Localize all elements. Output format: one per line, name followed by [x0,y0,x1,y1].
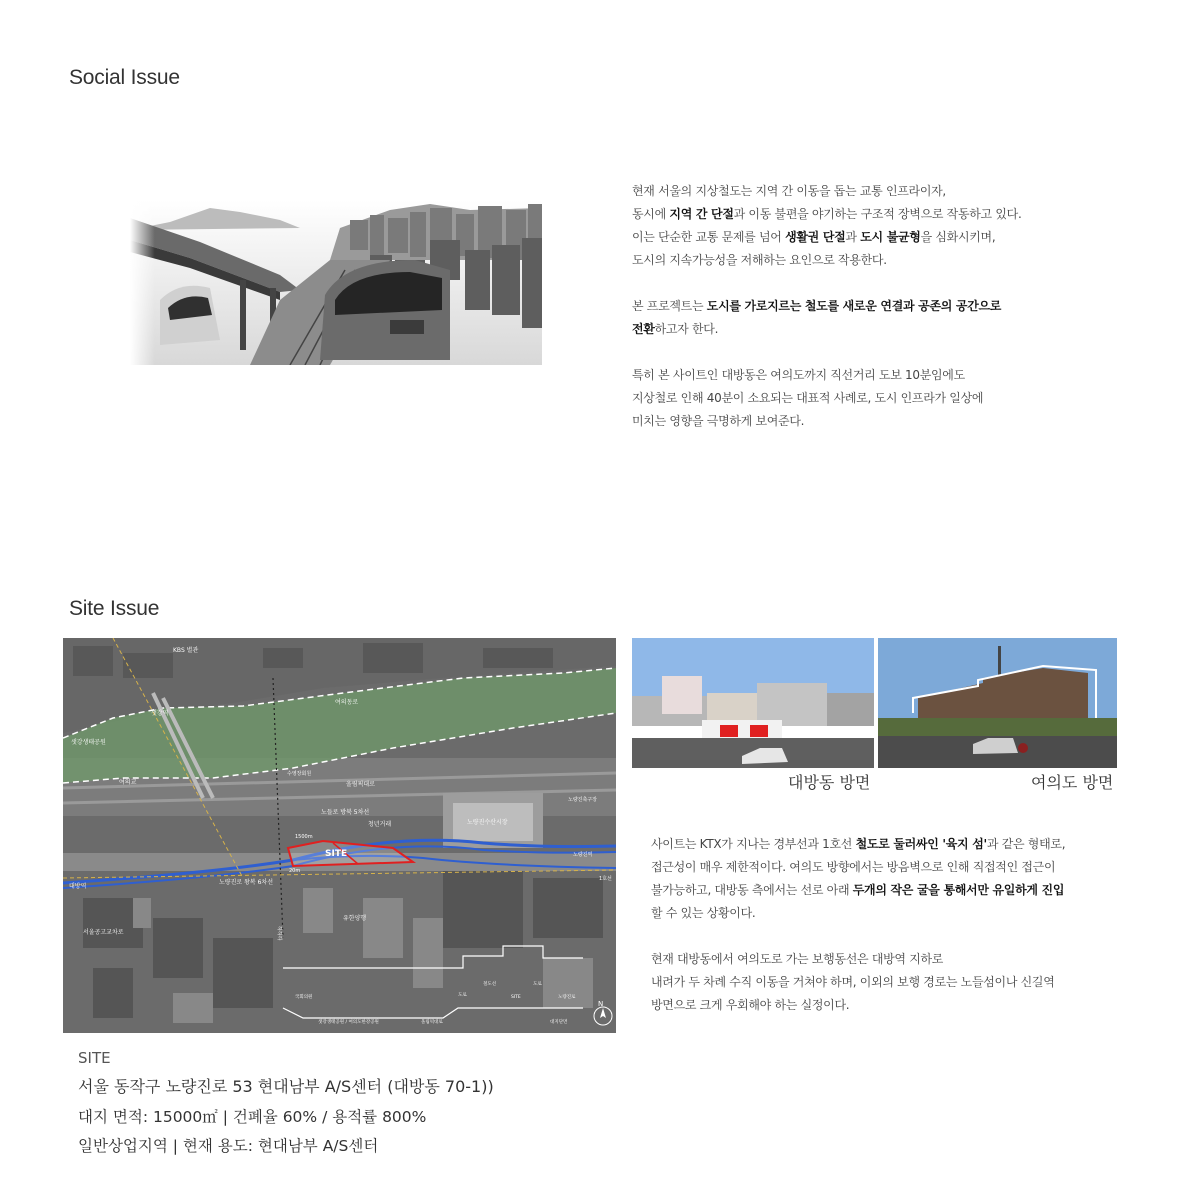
social-line [632,180,1092,203]
map-label-noryangjin-station: 노량진역 [573,852,593,858]
map-profile-label: 도로 [533,982,542,987]
map-profile-label: 노량진로 [558,995,576,1000]
site-line [651,856,1111,879]
site-issue-text [651,833,1111,1017]
social-issue-heading: Social Issue [69,66,180,89]
map-profile-label: 대지단면 [550,1020,568,1025]
map-north: N [598,1000,604,1008]
emphasis-text: 도시를 가로지르는 철도를 새로운 연결과 공존의 공간으로 [706,299,1002,313]
map-label-yeouidong-ro: 여의동로 [335,699,359,706]
map-label-dist-1500: 1500m [295,834,313,840]
map-label-road-6lane: 노량진로 왕복 6차선 [219,879,274,886]
body-text: 하고자 한다. [654,322,719,336]
map-label-daebang-station: 대방역 [69,883,87,890]
map-label-kbs: KBS 별관 [173,647,199,654]
body-text: 과 같은 형태로, [986,837,1066,851]
social-line [632,387,1092,410]
emphasis-text: 철도로 둘러싸인 '육지 섬' [855,837,987,851]
map-label-noryang-fish: 노량진축구장 [568,797,597,803]
railway-city-photo [130,200,542,365]
map-label-noryang-market: 노량진수산시장 [467,819,508,826]
site-info-label: SITE [78,1049,111,1067]
body-text: 과 이동 불편을 야기하는 구조적 장벽으로 작동하고 있다. [733,207,1022,221]
emphasis-text: 도시 불균형 [860,230,921,244]
daebang-direction-photo [632,638,874,768]
map-profile-label: 올림픽대로 [421,1020,443,1025]
photo-caption-yeouido: 여의도 방면 [1031,773,1114,792]
social-line [632,249,1092,272]
map-profile-label: SITE [511,995,521,1000]
body-text: 을 심화시키며, [920,230,996,244]
social-line [632,226,1092,249]
photo-caption-daebang: 대방동 방면 [788,773,871,792]
social-line [632,410,1092,433]
site-line [651,879,1111,902]
site-address: 서울 동작구 노량진로 53 현대남부 A/S센터 (대방동 70-1)) [78,1077,494,1096]
body-text: 내려가 두 차례 수직 이동을 거쳐야 하며, 이외의 보행 경로는 노들섬이나 신길역 [651,975,1055,989]
site-line [651,902,1111,925]
social-issue-text [632,180,1092,433]
yeouido-direction-photo [878,638,1117,768]
emphasis-text: 두개의 작은 굴을 통해서만 유일하게 진입 [852,883,1065,897]
body-text: 현재 대방동에서 여의도로 가는 보행동선은 대방역 지하로 [651,952,944,966]
map-profile-label: 샛강생태공원 / 여의도한강공원 [318,1020,379,1025]
body-text: 할 수 있는 상황이다. [651,906,756,920]
site-zoning: 일반상업지역 | 현재 용도: 현대남부 A/S센터 [78,1137,379,1155]
body-text: 동시에 [632,207,670,221]
body-text: 도시의 지속가능성을 저해하는 요인으로 작용한다. [632,253,887,267]
site-info-block [78,1049,494,1156]
body-text: 지상철로 인해 40분이 소요되는 대표적 사례로, 도시 인프라가 일상에 [632,391,984,405]
map-profile-label: 도로 [458,993,467,998]
map-label-yeouigyo: 여의교 [119,779,137,786]
map-label-seoul-yeonggyo: 서울공고교차로 [83,929,124,936]
body-text: 사이트는 KTX가 지나는 경부선과 1호선 [651,837,856,851]
body-text: 미치는 영향을 극명하게 보여준다. [632,414,805,428]
social-line [632,364,1092,387]
map-label-suyeongjang: 수영장회원 [287,771,312,777]
body-text: 불가능하고, 대방동 측에서는 선로 아래 [651,883,853,897]
map-profile-label: 철도선 [483,982,497,987]
map-label-saetgang-station: 샛강역 [151,710,169,717]
site-area-ratio: 대지 면적: 15000㎡ | 건폐율 60% / 용적률 800% [78,1108,427,1126]
site-aerial-map [63,638,616,1033]
site-line [651,833,1111,856]
body-text: 방면으로 크게 우회해야 하는 실정이다. [651,998,850,1012]
emphasis-text: 생활권 단절 [785,230,846,244]
site-line [651,948,1111,971]
site-line [651,971,1111,994]
social-line [632,295,1092,318]
map-label-olympic-ro: 올림픽대로 [346,781,375,788]
map-label-hanha: 하하하 [276,926,282,941]
body-text: 현재 서울의 지상철도는 지역 간 이동을 돕는 교통 인프라이자, [632,184,946,198]
body-text: 과 [845,230,861,244]
map-profile-label: 국회의원 [295,995,313,1000]
map-label-yuhan: 유한양행 [343,915,367,922]
body-text: 본 프로젝트는 [632,299,707,313]
map-label-dist-20: 20m [289,868,301,874]
social-line [632,318,1092,341]
map-label-saetgang-park: 샛강생태공원 [71,739,106,746]
site-line [651,994,1111,1017]
map-label-cheongnyeon: 청년거래 [368,821,392,828]
social-line [632,203,1092,226]
body-text: 이는 단순한 교통 문제를 넘어 [632,230,786,244]
site-issue-heading: Site Issue [69,597,160,620]
body-text: 접근성이 매우 제한적이다. 여의도 방향에서는 방음벽으로 인해 직접적인 접근이 [651,860,1056,874]
map-label-gangbyeon-5: 노들로 방북 5차선 [321,809,370,816]
emphasis-text: 전환 [632,322,655,336]
map-label-hoseon: 1호선 [599,876,612,882]
body-text: 특히 본 사이트인 대방동은 여의도까지 직선거리 도보 10분임에도 [632,368,965,382]
map-site-label: SITE [325,849,348,859]
emphasis-text: 지역 간 단절 [669,207,734,221]
